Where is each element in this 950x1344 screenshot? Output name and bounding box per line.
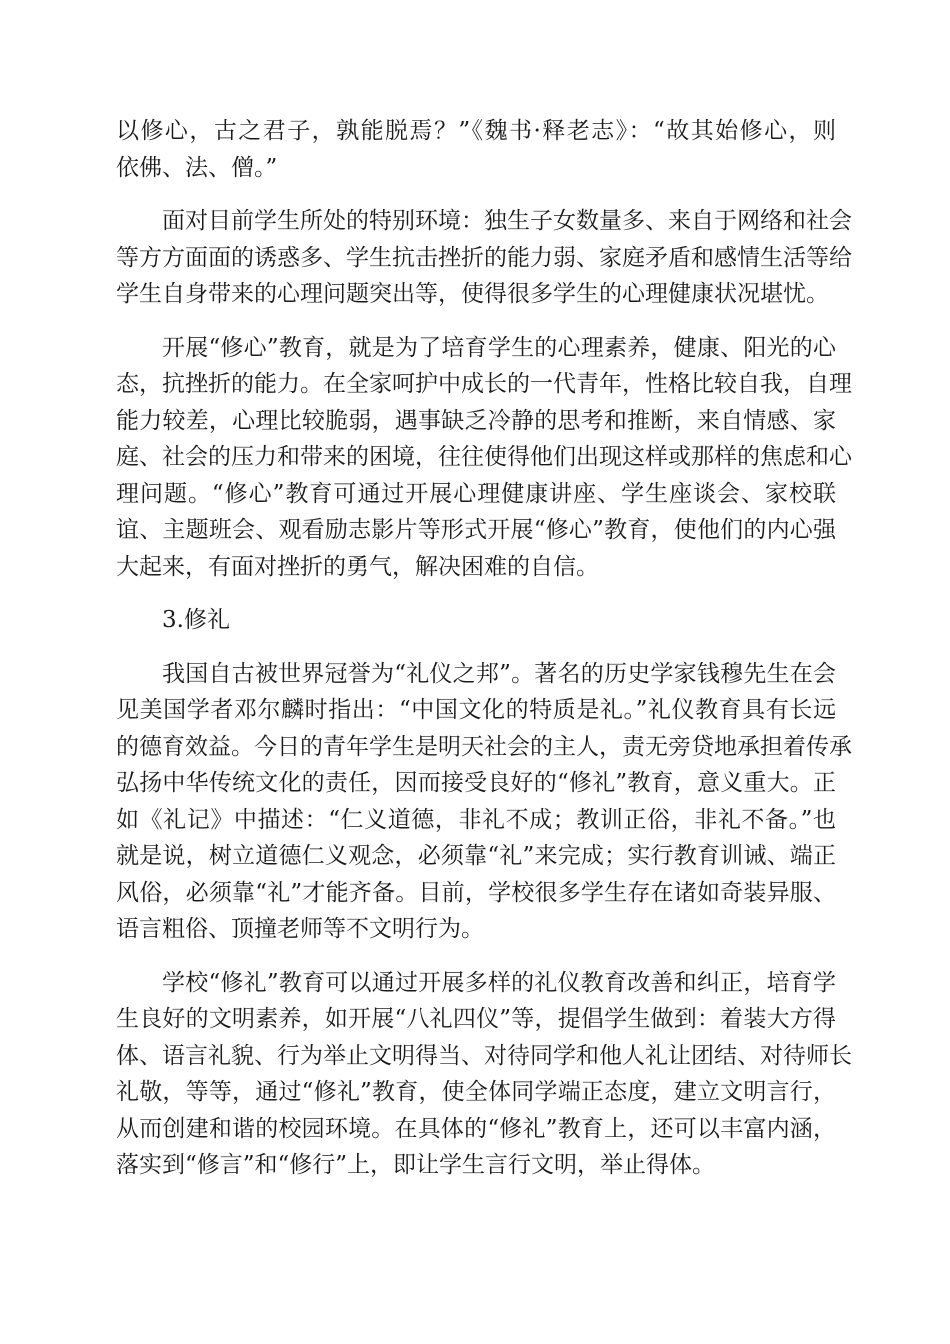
text-line: 语言粗俗、顶撞老师等不文明行为。 xyxy=(116,916,484,942)
text-line: 弘扬中华传统文化的责任，因而接受良好的“修礼”教育，意义重大。正 xyxy=(116,770,836,796)
text-line: 开展“修心”教育，就是为了培育学生的心理素养，健康、阳光的心 xyxy=(162,334,836,361)
text-line: 礼敬，等等，通过“修礼”教育，使全体同学端正态度，建立文明言行， xyxy=(116,1079,836,1105)
text-line: 学校“修礼”教育可以通过开展多样的礼仪教育改善和纠正，培育学 xyxy=(162,969,836,996)
text-line: 我国自古被世界冠誉为“礼仪之邦”。著名的历史学家钱穆先生在会 xyxy=(162,660,836,687)
paragraph-special-environment xyxy=(116,203,852,313)
text-line: 以修心，古之君子，孰能脱焉？”《魏书·释老志》：“故其始修心，则 xyxy=(116,118,836,144)
text-line: 如《礼记》中描述：“仁义道德，非礼不成；教训正俗，非礼不备。”也 xyxy=(116,806,836,833)
text-line: 见美国学者邓尔麟时指出：“中国文化的特质是礼。”礼仪教育具有长远 xyxy=(116,697,836,723)
text-line: 体、语言礼貌、行为举止文明得当、对待同学和他人礼让团结、对待师长 xyxy=(116,1042,852,1069)
text-line: 的德育效益。今日的青年学生是明天社会的主人，责无旁贷地承担着传承 xyxy=(116,733,852,760)
text-line: 大起来，有面对挫折的勇气，解决困难的自信。 xyxy=(116,553,599,580)
text-line: 庭、社会的压力和带来的困境，往往使得他们出现这样或那样的焦虑和心 xyxy=(116,444,852,470)
text-line: 面对目前学生所处的特别环境：独生子女数量多、来自于网络和社会 xyxy=(162,208,852,234)
text-line: 就是说，树立道德仁义观念，必须靠“礼”来完成；实行教育训诫、端正 xyxy=(116,843,836,869)
paragraph-continuation xyxy=(116,113,836,186)
paragraph-xiuli-education xyxy=(116,965,852,1184)
section-heading-xiuli: 3.修礼 xyxy=(162,607,230,633)
text-line: 从而创建和谐的校园环境。在具体的“修礼”教育上，还可以丰富内涵， xyxy=(116,1115,836,1142)
paragraph-liyi-zhibang xyxy=(116,656,852,948)
text-line: 落实到“修言”和“修行”上，即让学生言行文明，举止得体。 xyxy=(116,1152,716,1178)
text-line: 态，抗挫折的能力。在全家呵护中成长的一代青年，性格比较自我，自理 xyxy=(116,371,852,397)
document-body xyxy=(116,113,852,1201)
text-line: 理问题。“修心”教育可通过开展心理健康讲座、学生座谈会、家校联 xyxy=(116,480,836,507)
paragraph-xiuxin-education xyxy=(116,330,852,586)
text-line: 风俗，必须靠“礼”才能齐备。目前，学校很多学生存在诸如奇装异服、 xyxy=(116,879,836,906)
text-line: 学生自身带来的心理问题突出等，使得很多学生的心理健康状况堪忧。 xyxy=(116,281,829,307)
text-line: 等方方面面的诱惑多、学生抗击挫折的能力弱、家庭矛盾和感情生活等给 xyxy=(116,244,852,271)
text-line: 依佛、法、僧。” xyxy=(116,154,278,181)
text-line: 能力较差，心理比较脆弱，遇事缺乏冷静的思考和推断，来自情感、家 xyxy=(116,407,836,434)
text-line: 生良好的文明素养，如开展“八礼四仪”等，提倡学生做到：着装大方得 xyxy=(116,1006,836,1032)
text-line: 谊、主题班会、观看励志影片等形式开展“修心”教育，使他们的内心强 xyxy=(116,517,836,543)
